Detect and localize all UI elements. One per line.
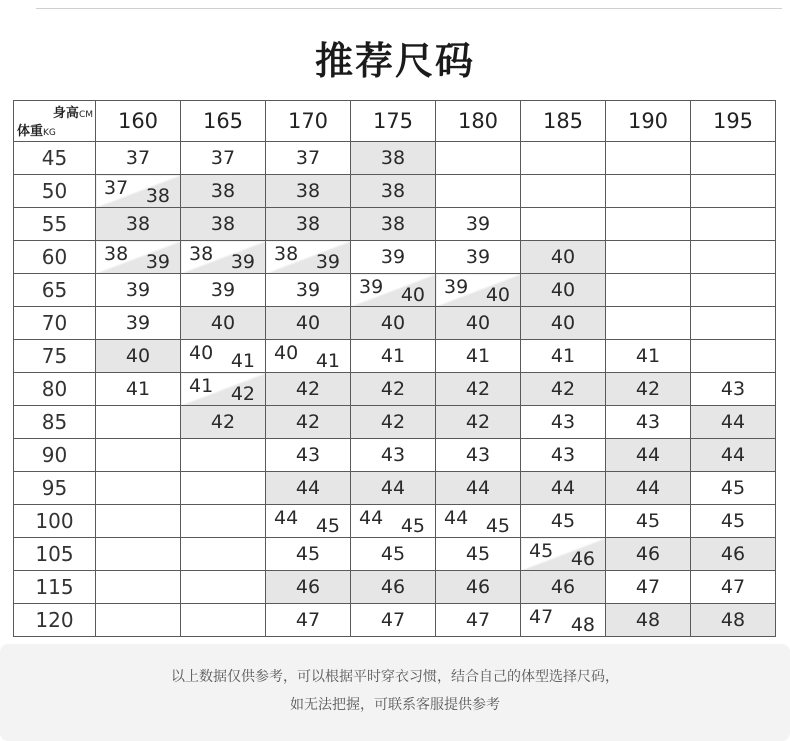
- size-cell: 43: [521, 406, 606, 439]
- size-value-b: 48: [570, 614, 595, 636]
- height-header-195: 195: [691, 101, 776, 142]
- weight-cell: 115: [14, 571, 96, 604]
- size-value-a: 38: [189, 243, 214, 265]
- note-panel: [0, 644, 790, 741]
- size-cell: 39: [436, 208, 521, 241]
- size-cell: 39: [181, 274, 266, 307]
- split-size-cell: [436, 274, 521, 307]
- size-cell: 44: [351, 472, 436, 505]
- size-cell: 43: [351, 439, 436, 472]
- size-cell: 48: [606, 604, 691, 637]
- size-value-b: 40: [400, 284, 425, 306]
- weight-cell: 65: [14, 274, 96, 307]
- size-cell: [691, 274, 776, 307]
- size-cell: [521, 142, 606, 175]
- split-size-cell: [181, 373, 266, 406]
- table-row: [14, 439, 776, 472]
- size-cell: 46: [351, 571, 436, 604]
- weight-cell: 85: [14, 406, 96, 439]
- size-cell: 41: [96, 373, 181, 406]
- size-value-a: 37: [104, 177, 129, 199]
- size-cell: 44: [436, 472, 521, 505]
- size-cell: [436, 142, 521, 175]
- split-size-cell: [266, 505, 351, 538]
- size-cell: 38: [351, 175, 436, 208]
- weight-cell: 80: [14, 373, 96, 406]
- size-cell: 38: [351, 142, 436, 175]
- split-size-cell: [96, 175, 181, 208]
- size-cell: [181, 439, 266, 472]
- size-cell: 39: [96, 274, 181, 307]
- table-row: [14, 571, 776, 604]
- size-cell: [521, 175, 606, 208]
- size-cell: [181, 604, 266, 637]
- size-cell: [96, 472, 181, 505]
- split-size-cell: [266, 241, 351, 274]
- height-header-190: 190: [606, 101, 691, 142]
- size-cell: 47: [266, 604, 351, 637]
- size-cell: [181, 538, 266, 571]
- size-cell: 39: [96, 307, 181, 340]
- height-header-185: 185: [521, 101, 606, 142]
- size-cell: 45: [436, 538, 521, 571]
- size-cell: 40: [181, 307, 266, 340]
- size-cell: [606, 175, 691, 208]
- size-cell: 42: [436, 373, 521, 406]
- size-cell: 44: [606, 439, 691, 472]
- size-cell: 42: [181, 406, 266, 439]
- size-value-b: 39: [145, 251, 170, 273]
- size-cell: 42: [351, 406, 436, 439]
- size-cell: [181, 505, 266, 538]
- size-cell: 38: [266, 175, 351, 208]
- size-cell: [691, 142, 776, 175]
- table-row: [14, 340, 776, 373]
- size-cell: [181, 472, 266, 505]
- weight-cell: 75: [14, 340, 96, 373]
- weight-cell: 45: [14, 142, 96, 175]
- weight-cell: 55: [14, 208, 96, 241]
- size-value-a: 39: [359, 276, 384, 298]
- size-value-b: 45: [315, 515, 340, 537]
- size-cell: 48: [691, 604, 776, 637]
- size-cell: 45: [606, 505, 691, 538]
- split-size-cell: [181, 241, 266, 274]
- size-cell: 47: [351, 604, 436, 637]
- size-table-body: [14, 142, 776, 637]
- size-cell: 43: [436, 439, 521, 472]
- size-cell: 40: [436, 307, 521, 340]
- weight-cell: 105: [14, 538, 96, 571]
- size-cell: 42: [521, 373, 606, 406]
- size-cell: 46: [606, 538, 691, 571]
- size-cell: 43: [266, 439, 351, 472]
- size-cell: [436, 175, 521, 208]
- weight-cell: 95: [14, 472, 96, 505]
- table-row: [14, 142, 776, 175]
- table-row: [14, 175, 776, 208]
- weight-cell: 50: [14, 175, 96, 208]
- size-value-b: 41: [315, 350, 340, 372]
- size-cell: [606, 307, 691, 340]
- height-header-160: 160: [96, 101, 181, 142]
- size-cell: [691, 340, 776, 373]
- size-cell: 46: [436, 571, 521, 604]
- table-row: [14, 538, 776, 571]
- size-cell: [96, 439, 181, 472]
- size-value-b: 42: [230, 383, 255, 405]
- size-cell: 47: [436, 604, 521, 637]
- size-value-a: 40: [189, 342, 214, 364]
- size-cell: 44: [691, 439, 776, 472]
- size-cell: 38: [181, 175, 266, 208]
- split-size-cell: [266, 340, 351, 373]
- size-cell: 40: [521, 241, 606, 274]
- size-cell: [606, 208, 691, 241]
- weight-cell: 120: [14, 604, 96, 637]
- size-cell: 42: [266, 373, 351, 406]
- size-cell: 46: [521, 571, 606, 604]
- size-cell: 40: [266, 307, 351, 340]
- size-value-b: 46: [570, 548, 595, 570]
- weight-cell: 70: [14, 307, 96, 340]
- size-cell: 37: [266, 142, 351, 175]
- weight-cell: 60: [14, 241, 96, 274]
- size-cell: 37: [181, 142, 266, 175]
- size-value-a: 40: [274, 342, 299, 364]
- size-cell: 41: [521, 340, 606, 373]
- size-cell: 39: [266, 274, 351, 307]
- top-divider: [36, 8, 782, 9]
- table-row: [14, 604, 776, 637]
- height-axis-label: 身高CM: [52, 106, 93, 121]
- weight-cell: 100: [14, 505, 96, 538]
- size-cell: 43: [606, 406, 691, 439]
- size-cell: 45: [691, 472, 776, 505]
- size-cell: 41: [606, 340, 691, 373]
- size-cell: 45: [351, 538, 436, 571]
- size-cell: 38: [351, 208, 436, 241]
- size-cell: 38: [266, 208, 351, 241]
- size-cell: 38: [96, 208, 181, 241]
- size-cell: 40: [351, 307, 436, 340]
- size-cell: 43: [521, 439, 606, 472]
- split-size-cell: [351, 505, 436, 538]
- height-header-175: 175: [351, 101, 436, 142]
- height-header-170: 170: [266, 101, 351, 142]
- size-cell: 41: [436, 340, 521, 373]
- size-cell: 43: [691, 373, 776, 406]
- size-value-a: 45: [529, 540, 554, 562]
- size-value-a: 44: [359, 507, 384, 529]
- split-size-cell: [521, 538, 606, 571]
- size-cell: 45: [521, 505, 606, 538]
- size-cell: 42: [606, 373, 691, 406]
- size-cell: [96, 604, 181, 637]
- size-cell: [691, 241, 776, 274]
- weight-cell: 90: [14, 439, 96, 472]
- size-cell: 40: [96, 340, 181, 373]
- size-cell: 42: [351, 373, 436, 406]
- height-header-180: 180: [436, 101, 521, 142]
- note-line-1: 以上数据仅供参考，可以根据平时穿衣习惯，结合自己的体型选择尺码，: [171, 669, 619, 685]
- split-size-cell: [181, 340, 266, 373]
- size-value-a: 44: [274, 507, 299, 529]
- table-row: [14, 307, 776, 340]
- table-row: [14, 472, 776, 505]
- table-row: [14, 241, 776, 274]
- height-header-row: [14, 101, 776, 142]
- size-cell: [691, 208, 776, 241]
- size-cell: [96, 505, 181, 538]
- size-cell: 42: [436, 406, 521, 439]
- size-value-b: 41: [230, 350, 255, 372]
- size-value-a: 47: [529, 606, 554, 628]
- table-row: [14, 208, 776, 241]
- size-cell: 42: [266, 406, 351, 439]
- size-value-b: 38: [145, 185, 170, 207]
- size-cell: 45: [691, 505, 776, 538]
- size-cell: 38: [181, 208, 266, 241]
- size-value-a: 38: [104, 243, 129, 265]
- corner-cell: [14, 101, 96, 142]
- size-cell: 45: [266, 538, 351, 571]
- size-chart-table: [13, 100, 776, 637]
- size-cell: 47: [606, 571, 691, 604]
- size-value-b: 40: [485, 284, 510, 306]
- table-row: [14, 505, 776, 538]
- size-value-b: 39: [230, 251, 255, 273]
- weight-axis-label: 体重KG: [17, 124, 56, 139]
- size-cell: [96, 571, 181, 604]
- size-cell: [606, 274, 691, 307]
- size-cell: [181, 571, 266, 604]
- size-cell: 39: [436, 241, 521, 274]
- size-cell: 46: [266, 571, 351, 604]
- size-cell: [606, 142, 691, 175]
- size-value-a: 41: [189, 375, 214, 397]
- page-title: 推荐尺码: [314, 39, 475, 83]
- size-cell: [691, 175, 776, 208]
- note-line-2: 如无法把握，可联系客服提供参考: [290, 697, 500, 713]
- size-cell: [96, 538, 181, 571]
- size-cell: 44: [521, 472, 606, 505]
- size-value-b: 45: [485, 515, 510, 537]
- split-size-cell: [96, 241, 181, 274]
- split-size-cell: [436, 505, 521, 538]
- table-row: [14, 373, 776, 406]
- size-cell: 37: [96, 142, 181, 175]
- size-cell: 44: [606, 472, 691, 505]
- split-size-cell: [351, 274, 436, 307]
- size-cell: 41: [351, 340, 436, 373]
- table-row: [14, 274, 776, 307]
- size-cell: 39: [351, 241, 436, 274]
- split-size-cell: [521, 604, 606, 637]
- size-value-b: 39: [315, 251, 340, 273]
- size-cell: [96, 406, 181, 439]
- size-cell: 46: [691, 538, 776, 571]
- size-value-b: 45: [400, 515, 425, 537]
- size-value-a: 44: [444, 507, 469, 529]
- size-value-a: 39: [444, 276, 469, 298]
- size-cell: [606, 241, 691, 274]
- size-cell: [521, 208, 606, 241]
- size-cell: 40: [521, 307, 606, 340]
- size-cell: 47: [691, 571, 776, 604]
- size-cell: 44: [266, 472, 351, 505]
- size-value-a: 38: [274, 243, 299, 265]
- size-cell: 40: [521, 274, 606, 307]
- size-cell: [691, 307, 776, 340]
- height-header-165: 165: [181, 101, 266, 142]
- size-cell: 44: [691, 406, 776, 439]
- table-row: [14, 406, 776, 439]
